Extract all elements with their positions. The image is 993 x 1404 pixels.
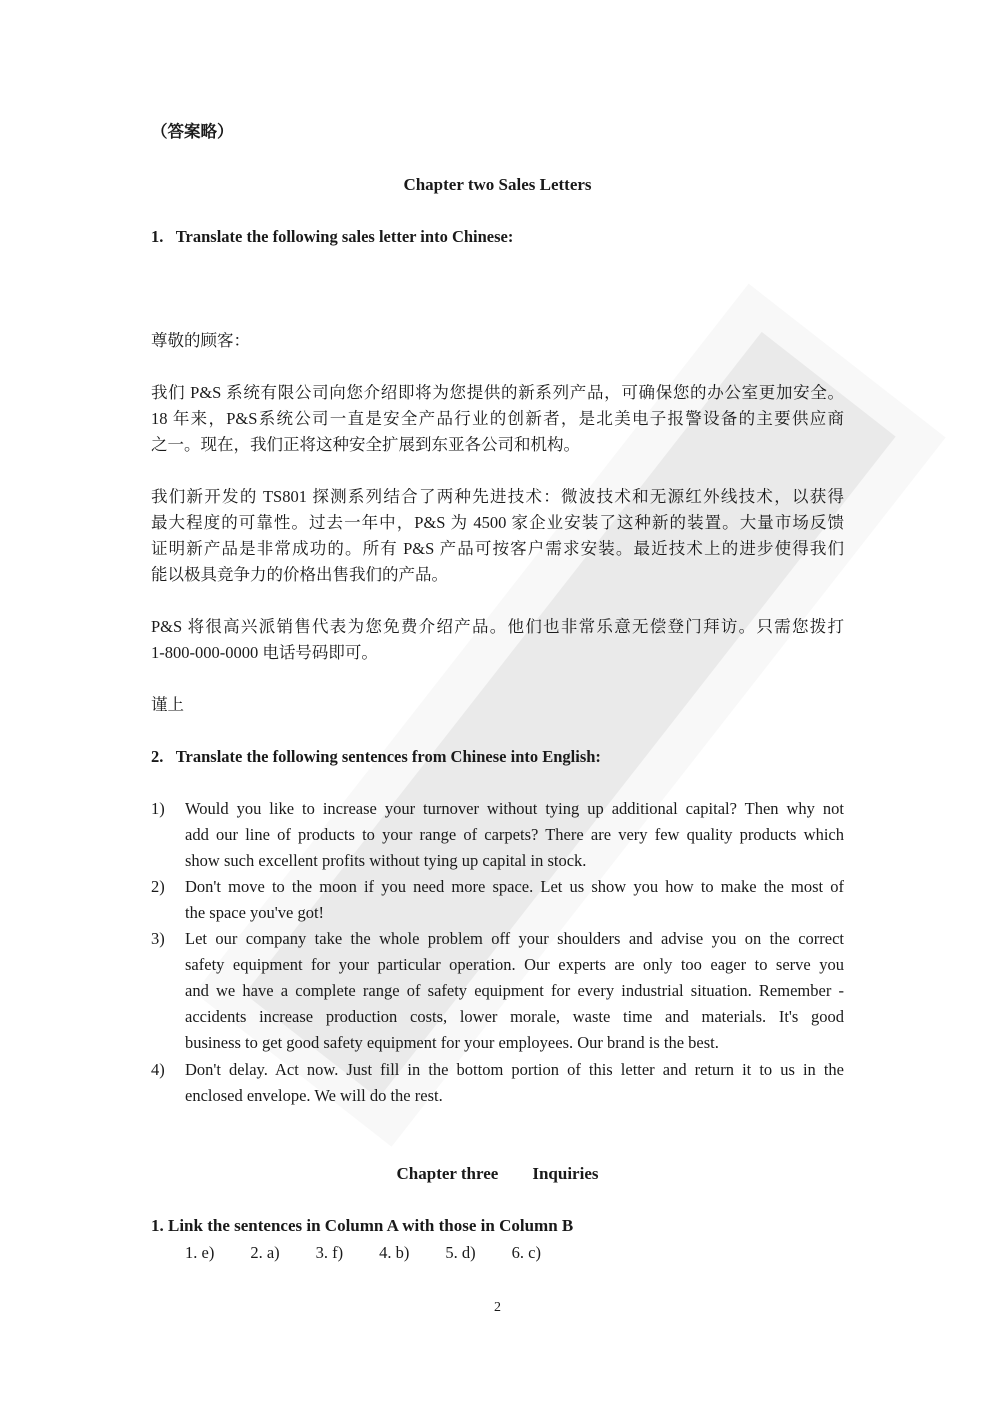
text-line: accidents increase production costs, lower morale, waste time and materials. It's good [185,1007,844,1026]
text-line: 能以极具竞争力的价格出售我们的产品。 [151,565,448,584]
answer-key-row [185,1240,577,1266]
chapter-two-title: Chapter two Sales Letters [403,175,592,194]
text-line: Don't delay. Act now. Just fill in the bottom portion of this letter and return it to us in the [185,1060,844,1079]
item-number: 1) [151,799,165,818]
text-line: enclosed envelope. We will do the rest. [185,1086,443,1105]
answer-item: 5. d) [445,1243,476,1262]
text-line: 证明新产品是非常成功的。所有 P&S 产品可按客户需求安装。最近技术上的进步使得我们 [151,539,844,558]
text-line: 1-800-000-0000 电话号码即可。 [151,643,378,662]
answer-omitted-note: （答案略） [151,122,234,141]
text-line: 之一。现在，我们正将这种安全扩展到东亚各公司和机构。 [151,435,580,454]
page-number: 2 [494,1300,501,1315]
question-1-heading: 1. Translate the following sales letter into Chinese: [151,227,514,246]
chapter3-question-1-heading: 1. Link the sentences in Column A with those in Column B [151,1216,574,1235]
text-line: safety equipment for your particular operation. Our experts are only too eager to serve you [185,955,844,974]
letter-salutation: 尊敬的顾客： [151,331,250,350]
item-number: 3) [151,929,165,948]
text-line: P&S 将很高兴派销售代表为您免费介绍产品。他们也非常乐意无偿登门拜访。只需您拨打 [151,617,844,636]
text-line: Let our company take the whole problem off your shoulders and advise you on the correct [185,929,844,948]
question-2-heading: 2. Translate the following sentences from Chinese into English: [151,747,601,766]
text-line: Would you like to increase your turnover without tying up additional capital? Then why not [185,799,844,818]
chapter-three-title: Chapter three Inquiries [396,1164,599,1183]
answer-item: 2. a) [250,1243,280,1262]
text-line: 最大程度的可靠性。过去一年中，P&S 为 4500 家企业安装了这种新的装置。大量市场反馈 [151,513,844,532]
item-number: 4) [151,1060,165,1079]
answer-item: 3. f) [315,1243,344,1262]
text-line: and we have a complete range of safety equipment for every industrial situation. Remember - [185,981,844,1000]
text-line: business to get good safety equipment for your employees. Our brand is the best. [185,1033,719,1052]
text-line: add our line of products to your range of carpets? There are very few quality products which [185,825,844,844]
answer-item: 1. e) [185,1243,215,1262]
text-line: Don't move to the moon if you need more space. Let us show you how to make the most of [185,877,844,896]
answer-item: 6. c) [511,1243,541,1262]
text-line: show such excellent profits without tying up capital in stock. [185,851,587,870]
text-line: 我们新开发的 TS801 探测系列结合了两种先进技术：微波技术和无源红外线技术，以获得 [151,487,844,506]
text-line: the space you've got! [185,903,325,922]
text-line: 18 年来，P&S系统公司一直是安全产品行业的创新者，是北美电子报警设备的主要供应商 [151,409,844,428]
item-number: 2) [151,877,165,896]
text-line: 我们 P&S 系统有限公司向您介绍即将为您提供的新系列产品，可确保您的办公室更加安全。 [151,383,844,402]
answer-item: 4. b) [379,1243,410,1262]
letter-closing: 谨上 [151,695,184,714]
